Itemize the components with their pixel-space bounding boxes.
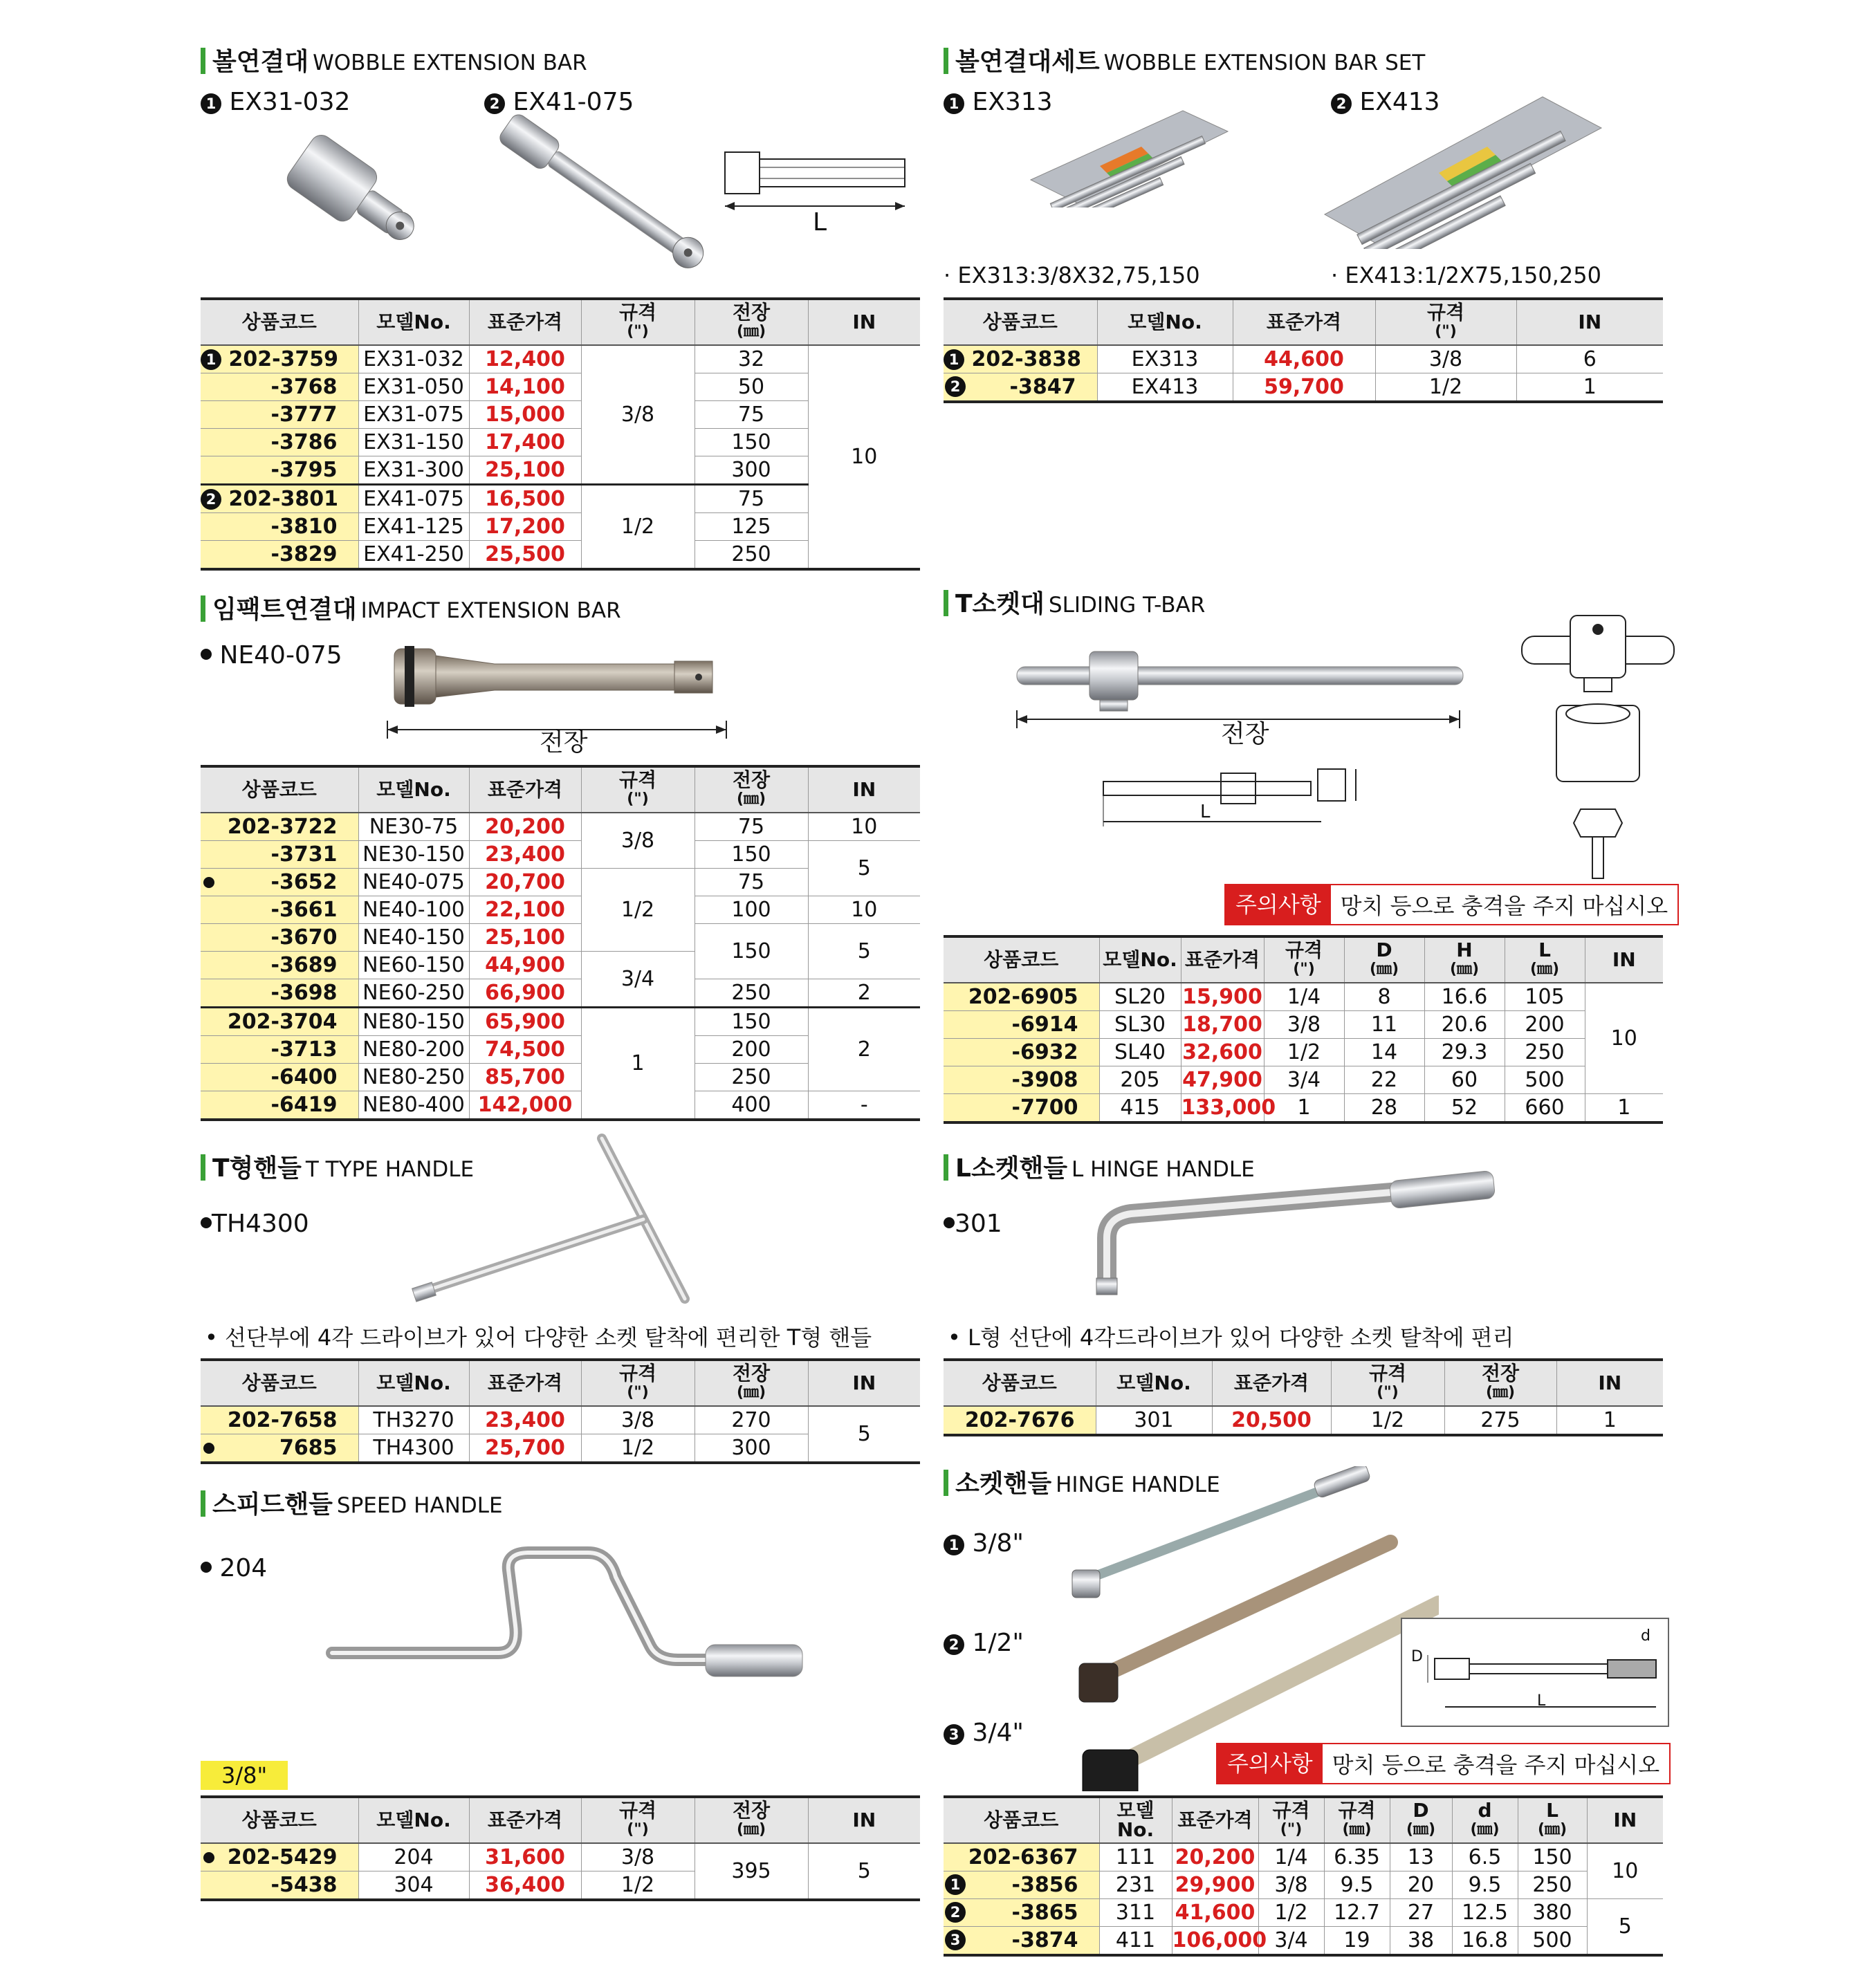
table-row: -3689 NE60-150 44,900 3/4 <box>201 952 920 979</box>
title-en: SPEED HANDLE <box>336 1493 503 1518</box>
item-label: TH4300 <box>212 1210 309 1238</box>
table-row: -3810 EX41-125 17,200 125 <box>201 513 920 541</box>
table-row: 1 -3856 231 29,900 3/8 9.5 20 9.5 250 <box>944 1871 1663 1899</box>
lhandle-table <box>944 1358 1663 1436</box>
number-badge: 2 <box>944 1634 964 1655</box>
table-header: 상품코드 모델No. 표준가격 규격 (") 전장 (㎜) IN <box>201 1360 920 1406</box>
wobble-ex41-image <box>484 111 733 284</box>
lhandle-item <box>944 1209 1002 1239</box>
hinge-item-1 <box>944 1528 1024 1559</box>
table-row: -3777 EX31-075 15,000 75 <box>201 401 920 429</box>
hinge-table <box>944 1795 1663 1957</box>
table-header: 상품코드 모델No. 표준가격 규격 (") 전장 (㎜) IN <box>201 1797 920 1843</box>
wobble-set-table <box>944 297 1663 403</box>
table-row: -3731 NE30-150 23,400 150 5 <box>201 841 920 869</box>
ex313-spec-note: · EX313:3/8X32,75,150 <box>944 262 1200 288</box>
col-length: 전장 (㎜) <box>695 299 808 345</box>
table-row: 7685 TH4300 25,700 1/2 300 <box>201 1434 920 1463</box>
tbar-image <box>1013 643 1470 712</box>
item-label: 3/8" <box>972 1529 1024 1558</box>
col-spec: 규격 (") <box>581 299 695 345</box>
lhandle-image <box>1065 1169 1515 1307</box>
title-ko: T형핸들 <box>212 1154 302 1183</box>
lhandle-note: • L형 선단에 4각드라이브가 있어 다양한 소켓 탈착에 편리 <box>948 1324 1514 1351</box>
col-in: IN <box>808 299 920 345</box>
dim-label-l: L <box>1200 802 1211 822</box>
dim-label-small-d: d <box>1641 1627 1650 1645</box>
title-en: IMPACT EXTENSION BAR <box>360 598 621 623</box>
table-row: 2 202-3801 EX41-075 16,500 1/2 75 <box>201 485 920 513</box>
table-row: 202-3722 NE30-75 20,200 3/8 75 10 <box>201 813 920 841</box>
table-row: 3 -3874 411 106,000 3/4 19 38 16.8 500 <box>944 1927 1663 1956</box>
table-row: 202-7676 301 20,500 1/2 275 1 <box>944 1406 1663 1435</box>
col-price: 표준가격 <box>469 299 581 345</box>
hinge-dimension-drawing <box>1400 1617 1670 1728</box>
title-accent-bar <box>944 1154 948 1181</box>
table-row: -7700 415 133,000 1 28 52 660 1 <box>944 1094 1663 1123</box>
warning-text: 망치 등으로 충격을 주지 마십시오 <box>1332 1752 1660 1778</box>
title-ko: 볼연결대세트 <box>955 48 1100 76</box>
warning-label: 주의사항 <box>1217 1744 1323 1783</box>
table-row: -3670 NE40-150 25,100 150 5 <box>201 924 920 952</box>
wobble-ex31-image <box>263 124 429 277</box>
title-en: T TYPE HANDLE <box>305 1157 475 1182</box>
thandle-item <box>201 1209 309 1239</box>
table-row: -6419 NE80-400 142,000 400 - <box>201 1091 920 1120</box>
bullet-dot <box>201 649 212 660</box>
impact-bar-image <box>384 636 730 719</box>
number-badge: 1 <box>201 93 221 114</box>
impact-title <box>201 595 621 626</box>
table-row: 202-7658 TH3270 23,400 3/8 270 5 <box>201 1406 920 1434</box>
speed-table <box>201 1795 920 1901</box>
table-row: -3652 NE40-075 20,700 1/2 75 <box>201 869 920 896</box>
table-row: 2 -3865 311 41,600 1/2 12.7 27 12.5 380 5 <box>944 1899 1663 1927</box>
title-ko: 스피드핸들 <box>212 1490 333 1519</box>
col-model: 모델No. <box>358 299 469 345</box>
speed-handle-image <box>325 1542 809 1694</box>
table-row: 202-6905 SL20 15,900 1/4 8 16.6 105 10 <box>944 983 1663 1011</box>
table-header <box>201 299 920 345</box>
table-row: -3713 NE80-200 74,500 200 <box>201 1036 920 1064</box>
title-accent-bar <box>201 1490 205 1517</box>
title-en: WOBBLE EXTENSION BAR <box>313 50 587 75</box>
table-header: 상품코드 모델No. 표준가격 규격 (") 전장 (㎜) IN <box>944 1360 1663 1406</box>
table-row: -3795 EX31-300 25,100 300 <box>201 456 920 485</box>
table-row: -3661 NE40-100 22,100 100 10 <box>201 896 920 924</box>
wobble-set-title <box>944 47 1425 78</box>
table-row: 1 202-3838 EX313 44,600 3/8 6 <box>944 345 1663 373</box>
title-ko: T소켓대 <box>955 590 1045 618</box>
table-row: 202-6367 111 20,200 1/4 6.35 13 6.5 150 10 <box>944 1843 1663 1871</box>
table-row: -6932 SL40 32,600 1/2 14 29.3 250 <box>944 1039 1663 1066</box>
ex313-set-image <box>1024 104 1231 207</box>
table-row: -5438 304 36,400 1/2 <box>201 1871 920 1901</box>
bullet-dot <box>944 1217 955 1228</box>
ex413-set-image <box>1314 90 1605 249</box>
table-header: 상품코드 모델No. 표준가격 규격 (") 전장 (㎜) IN <box>201 766 920 813</box>
title-ko: 소켓핸들 <box>955 1470 1052 1498</box>
bullet-dot <box>201 1217 212 1228</box>
thandle-table <box>201 1358 920 1464</box>
title-accent-bar <box>201 1154 205 1181</box>
col-code: 상품코드 <box>201 299 358 345</box>
impact-item <box>201 640 342 671</box>
number-badge: 3 <box>944 1724 964 1745</box>
table-row: -3786 EX31-150 17,400 150 <box>201 429 920 456</box>
dim-label-l: L <box>813 208 827 237</box>
table-row: -3698 NE60-250 66,900 250 2 <box>201 979 920 1008</box>
hinge-warning <box>1216 1743 1671 1784</box>
speed-item <box>201 1553 267 1584</box>
title-en: L HINGE HANDLE <box>1072 1157 1255 1182</box>
title-accent-bar <box>944 590 948 616</box>
dim-label: 전장 <box>540 728 588 757</box>
item-label: 1/2" <box>972 1629 1024 1657</box>
item-label: 301 <box>955 1210 1002 1238</box>
item-label: 204 <box>219 1554 268 1582</box>
thandle-image <box>408 1133 699 1313</box>
table-row: 1 202-3759 EX31-032 12,400 3/8 32 10 <box>201 345 920 373</box>
title-accent-bar <box>944 1470 948 1496</box>
item-label: EX313 <box>972 88 1053 116</box>
title-ko: 임팩트연결대 <box>212 595 357 624</box>
bullet-dot <box>201 1562 212 1573</box>
hinge-item-3 <box>944 1718 1024 1748</box>
ex413-spec-note: · EX413:1/2X75,150,250 <box>1331 262 1601 288</box>
tbar-socket-illustration <box>1515 609 1681 885</box>
warning-text: 망치 등으로 충격을 주지 마십시오 <box>1340 893 1668 919</box>
title-accent-bar <box>201 595 205 622</box>
thandle-note: • 선단부에 4각 드라이브가 있어 다양한 소켓 탈착에 편리한 T형 핸들 <box>205 1324 872 1351</box>
title-en: WOBBLE EXTENSION BAR SET <box>1103 50 1426 75</box>
table-row: 202-5429 204 31,600 3/8 395 5 <box>201 1843 920 1871</box>
number-badge: 2 <box>484 93 505 114</box>
item-label: EX41-075 <box>513 88 634 116</box>
table-row: -6400 NE80-250 85,700 250 <box>201 1064 920 1091</box>
table-row: -3908 205 47,900 3/4 22 60 500 <box>944 1066 1663 1094</box>
warning-label: 주의사항 <box>1226 885 1331 924</box>
size-tag: 3/8" <box>201 1761 288 1790</box>
table-row: -3768 EX31-050 14,100 50 <box>201 373 920 401</box>
hinge-item-2 <box>944 1628 1024 1658</box>
speed-title <box>201 1490 503 1521</box>
table-row: -6914 SL30 18,700 3/8 11 20.6 200 <box>944 1011 1663 1039</box>
title-ko: L소켓핸들 <box>955 1154 1068 1183</box>
table-header: 상품코드 모델No. 표준가격 규격 (") IN <box>944 299 1663 345</box>
wobble-item-1 <box>201 87 350 118</box>
table-row: 2 -3847 EX413 59,700 1/2 1 <box>944 373 1663 403</box>
impact-table <box>201 765 920 1121</box>
tbar-table <box>944 935 1663 1124</box>
dim-label: 전장 <box>1221 720 1269 748</box>
tbar-title <box>944 589 1205 620</box>
dim-label-l: L <box>1537 1692 1546 1710</box>
number-badge: 1 <box>944 93 964 114</box>
number-badge: 1 <box>944 1535 964 1555</box>
title-en: SLIDING T-BAR <box>1048 593 1206 618</box>
item-label: EX413 <box>1359 88 1440 116</box>
wobble-title <box>201 47 587 78</box>
table-row: -3829 EX41-250 25,500 250 <box>201 541 920 570</box>
item-label: EX31-032 <box>229 88 351 116</box>
table-header: 상품코드 모델No. 표준가격 규격 (") D (㎜) H (㎜) L (㎜) IN <box>944 936 1663 983</box>
wobble-table <box>201 297 920 571</box>
tbar-dimension-drawing <box>1100 761 1370 830</box>
title-ko: 볼연결대 <box>212 48 309 76</box>
dim-label-big-d: D <box>1411 1648 1423 1665</box>
title-en: HINGE HANDLE <box>1056 1472 1220 1497</box>
table-row: 202-3704 NE80-150 65,900 1 150 2 <box>201 1008 920 1036</box>
item-label: 3/4" <box>972 1719 1024 1747</box>
table-header: 상품코드 모델No. 표준가격 규격 (") 규격 (㎜) D (㎜) d (㎜) L (㎜) IN <box>944 1797 1663 1843</box>
title-accent-bar <box>201 48 205 74</box>
item-label: NE40-075 <box>219 641 342 669</box>
number-badge: 2 <box>1331 93 1352 114</box>
title-accent-bar <box>944 48 948 74</box>
tbar-warning <box>1224 884 1679 925</box>
